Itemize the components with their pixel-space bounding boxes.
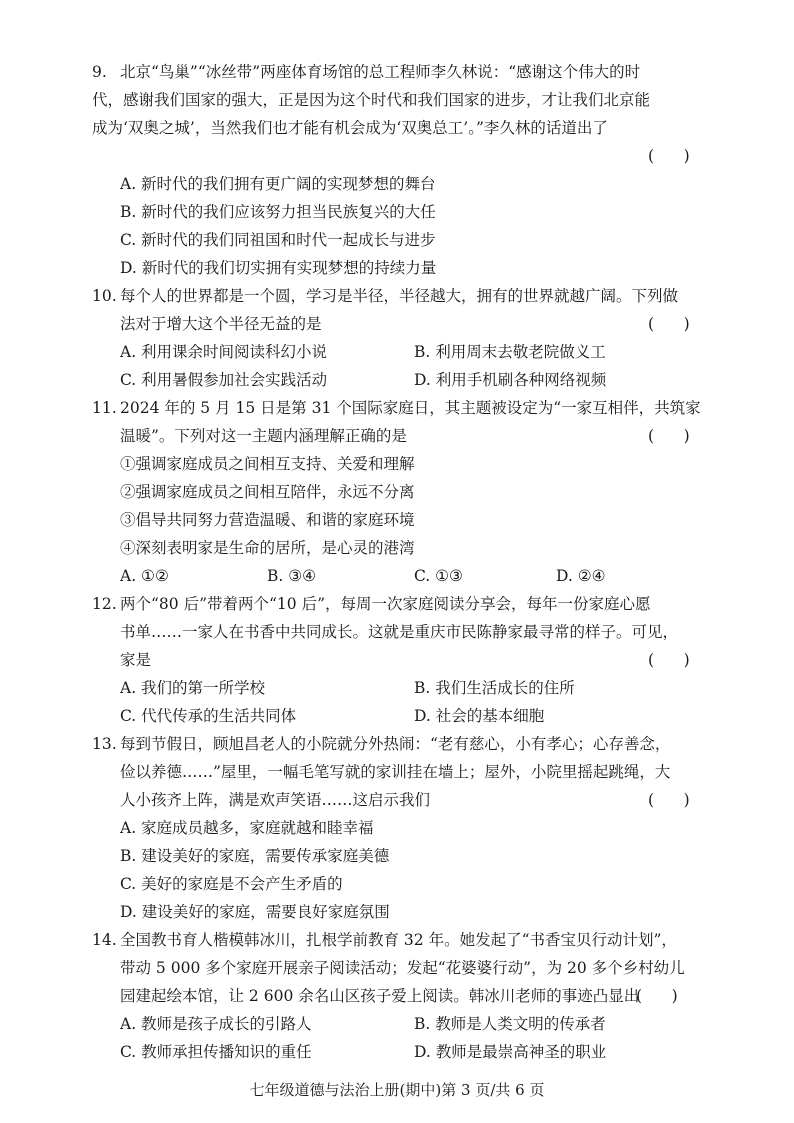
question-14-stem-line-3: 园建起绘本馆，让 2 600 余名山区孩子爱上阅读。韩冰川老师的事迹凸显出 <box>120 987 640 1005</box>
question-10-number: 10. <box>92 287 117 305</box>
question-14-option-a: A. 教师是孩子成长的引路人 <box>120 1015 312 1033</box>
question-12-stem-line-2: 书单……一家人在书香中共同成长。这就是重庆市民陈静家最寻常的样子。可见， <box>120 623 679 641</box>
question-13-stem-line-2: 俭以养德……”屋里，一幅毛笔写就的家训挂在墙上；屋外，小院里摇起跳绳，大 <box>120 763 671 781</box>
question-9-option-c: C. 新时代的我们同祖国和时代一起成长与进步 <box>120 231 436 249</box>
question-10-option-c: C. 利用暑假参加社会实践活动 <box>120 371 328 389</box>
question-9-stem-line-1: 北京“鸟巢”“冰丝带”两座体育场馆的总工程师李久林说：“感谢这个伟大的时 <box>120 63 641 81</box>
question-11-stem-line-1: 2024 年的 5 月 15 日是第 31 个国际家庭日，其主题被设定为“一家互相伴，共筑家 <box>120 399 701 417</box>
question-14-stem-line-1: 全国教书育人楷模韩冰川，扎根学前教育 32 年。她发起了“书香宝贝行动计划”， <box>120 931 677 949</box>
question-14-stem-line-2: 带动 5 000 多个家庭开展亲子阅读活动；发起“花婆婆行动”，为 20 多个乡村幼儿 <box>120 959 685 977</box>
question-14-option-c: C. 教师承担传播知识的重任 <box>120 1043 312 1061</box>
question-13-answer-bracket: ( ) <box>648 791 690 809</box>
question-10-answer-bracket: ( ) <box>648 315 690 333</box>
question-13-stem-line-1: 每到节假日，顾旭昌老人的小院就分外热闹：“老有慈心，小有孝心；心存善念， <box>120 735 671 753</box>
question-12-option-a: A. 我们的第一所学校 <box>120 679 266 697</box>
question-13-option-a: A. 家庭成员越多，家庭就越和睦幸福 <box>120 819 374 837</box>
question-11-item-1: ①强调家庭成员之间相互支持、关爱和理解 <box>120 455 415 473</box>
question-14-answer-bracket: ( ) <box>636 987 678 1005</box>
question-10-option-b: B. 利用周末去敬老院做义工 <box>414 343 606 361</box>
question-13-option-c: C. 美好的家庭是不会产生矛盾的 <box>120 875 343 893</box>
question-11-item-3: ③倡导共同努力营造温暖、和谐的家庭环境 <box>120 511 415 529</box>
question-11-stem-line-2: 温暖”。下列对这一主题内涵理解正确的是 <box>120 427 407 445</box>
question-11-answer-bracket: ( ) <box>648 427 690 445</box>
question-14-option-d: D. 教师是最崇高神圣的职业 <box>414 1043 607 1061</box>
question-9-answer-bracket: ( ) <box>648 147 690 165</box>
question-11-option-b: B. ③④ <box>267 567 317 585</box>
question-10-option-a: A. 利用课余时间阅读科幻小说 <box>120 343 328 361</box>
question-9-stem-line-2: 代，感谢我们国家的强大，正是因为这个时代和我们国家的进步，才让我们北京能 <box>92 91 651 109</box>
question-10-stem-line-1: 每个人的世界都是一个圆，学习是半径，半径越大，拥有的世界就越广阔。下列做 <box>120 287 679 305</box>
question-11-option-a: A. ①② <box>120 567 169 585</box>
question-13-option-b: B. 建设美好的家庭，需要传承家庭美德 <box>120 847 390 865</box>
question-12-option-d: D. 社会的基本细胞 <box>414 707 545 725</box>
question-12-option-c: C. 代代传承的生活共同体 <box>120 707 297 725</box>
question-10-option-d: D. 利用手机刷各种网络视频 <box>414 371 607 389</box>
question-13-option-d: D. 建设美好的家庭，需要良好家庭氛围 <box>120 903 390 921</box>
question-13-number: 13. <box>92 735 117 753</box>
question-9-option-d: D. 新时代的我们切实拥有实现梦想的持续力量 <box>120 259 437 277</box>
question-12-option-b: B. 我们生活成长的住所 <box>414 679 575 697</box>
question-13-stem-line-3: 人小孩齐上阵，满是欢声笑语……这启示我们 <box>120 791 431 809</box>
question-9-number: 9. <box>92 63 107 81</box>
question-9-option-b: B. 新时代的我们应该努力担当民族复兴的大任 <box>120 203 436 221</box>
question-10-stem-line-2: 法对于增大这个半径无益的是 <box>120 315 322 333</box>
page-footer: 七年级道德与法治上册(期中)第 3 页/共 6 页 <box>249 1081 545 1099</box>
question-12-answer-bracket: ( ) <box>648 651 690 669</box>
question-12-number: 12. <box>92 595 117 613</box>
question-11-item-4: ④深刻表明家是生命的居所，是心灵的港湾 <box>120 539 415 557</box>
question-9-option-a: A. 新时代的我们拥有更广阔的实现梦想的舞台 <box>120 175 436 193</box>
question-12-stem-line-3: 家是 <box>120 651 152 669</box>
question-12-stem-line-1: 两个“80 后”带着两个“10 后”，每周一次家庭阅读分享会，每年一份家庭心愿 <box>120 595 651 613</box>
question-11-item-2: ②强调家庭成员之间相互陪伴，永远不分离 <box>120 483 415 501</box>
question-14-option-b: B. 教师是人类文明的传承者 <box>414 1015 606 1033</box>
question-11-number: 11. <box>92 399 117 417</box>
question-9-stem-line-3: 成为‘双奥之城’，当然我们也才能有机会成为‘双奥总工’。”李久林的话道出了 <box>92 119 608 137</box>
question-11-option-c: C. ①③ <box>414 567 463 585</box>
question-14-number: 14. <box>92 931 117 949</box>
question-11-option-d: D. ②④ <box>556 567 606 585</box>
